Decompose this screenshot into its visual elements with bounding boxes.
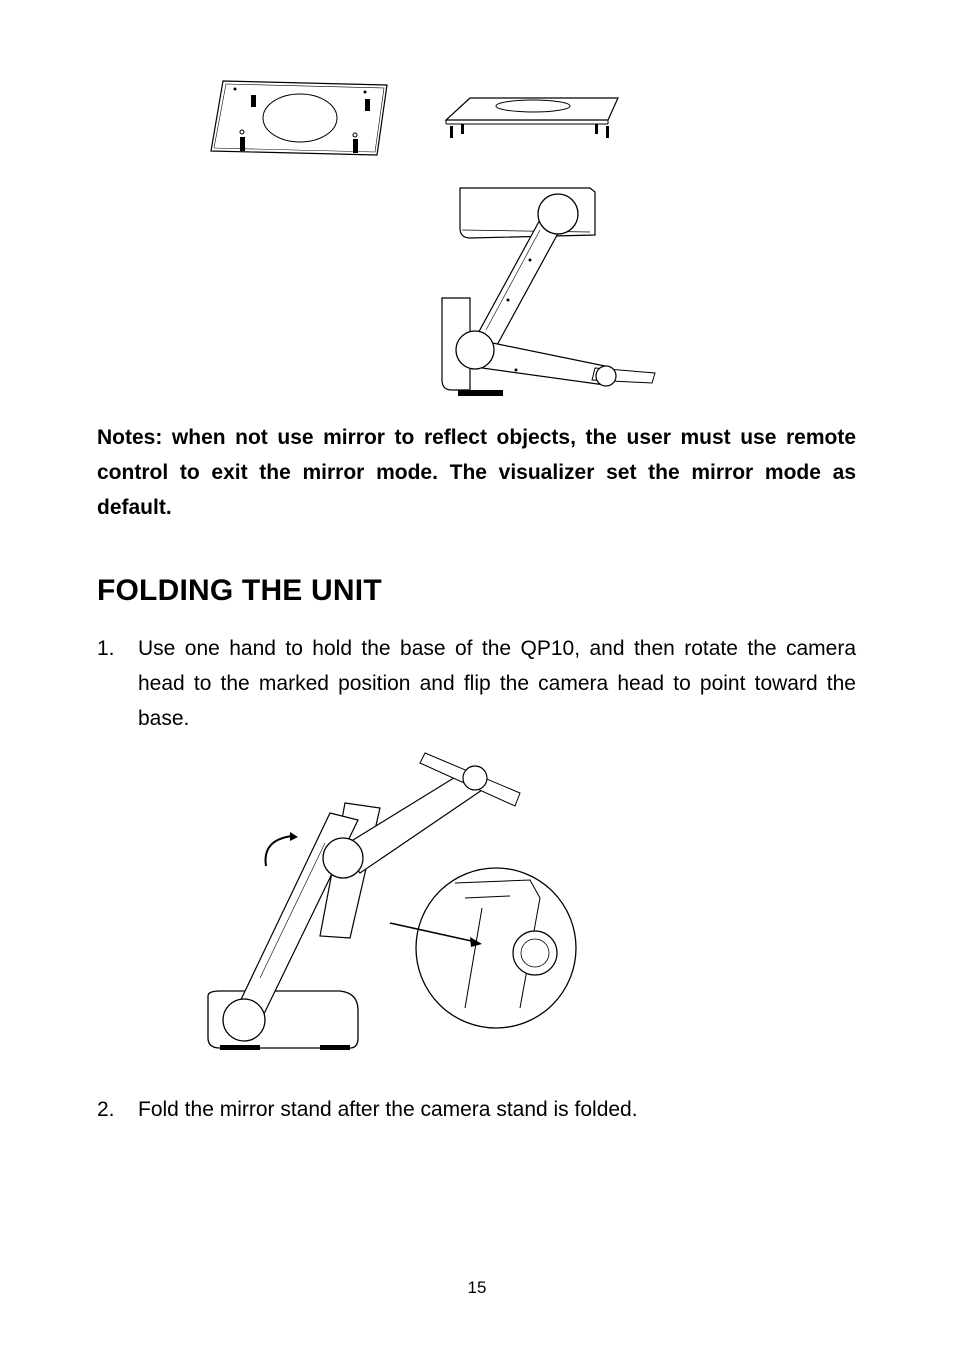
step-1-text: Use one hand to hold the base of the QP10, and then rotate the camera head to the marked position and flip the camera head to point toward the base.	[138, 637, 856, 730]
step-2-text: Fold the mirror stand after the camera stand is folded.	[138, 1098, 638, 1121]
step-1-number: 1.	[97, 637, 115, 660]
section-title: FOLDING THE UNIT	[97, 574, 382, 607]
visualizer-unfolded-illustration	[430, 180, 665, 400]
mounting-plate-top-view	[205, 75, 395, 160]
step-2-number: 2.	[97, 1098, 115, 1121]
page-number: 15	[467, 1278, 487, 1297]
mounting-plate-side-view	[440, 92, 625, 142]
step-2	[97, 1092, 856, 1127]
mirror-mode-note: Notes: when not use mirror to reflect objects, the user must use remote control to exit the mirror mode. The visualizer set the mirror mode as default.	[97, 426, 856, 519]
folding-camera-illustration	[200, 748, 580, 1053]
step-1	[97, 631, 856, 736]
